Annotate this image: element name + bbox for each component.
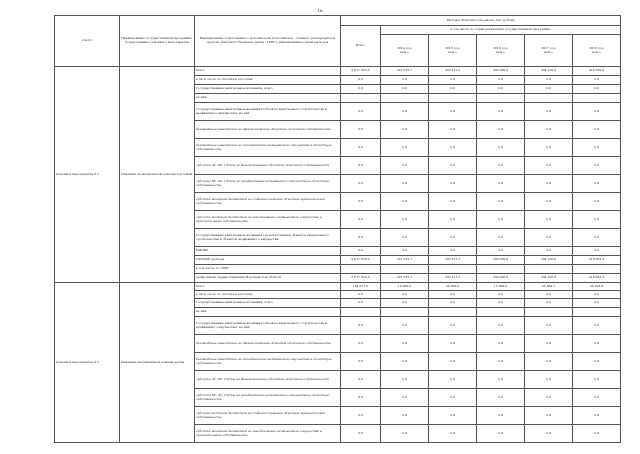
row-label: из них:	[195, 308, 341, 317]
value-cell: 0,0	[429, 291, 477, 299]
row-label: Государственные капитальные вложения, всего	[195, 299, 341, 308]
value-cell: 0,0	[429, 85, 477, 94]
value-cell: 0,0	[573, 229, 621, 247]
value-cell: 0,0	[525, 229, 573, 247]
value-cell: 0,0	[573, 121, 621, 139]
row-label: Государственные капитальные вложения, всего	[195, 85, 341, 94]
value-cell: 0,0	[573, 425, 621, 443]
value-cell: 0,0	[429, 139, 477, 157]
value-cell: 0,0	[381, 121, 429, 139]
status-cell: Основное мероприятие 6.2	[55, 283, 120, 443]
value-cell	[477, 265, 525, 274]
value-cell	[573, 265, 621, 274]
value-cell: 0,0	[341, 229, 381, 247]
value-cell: 0,0	[341, 157, 381, 175]
value-cell: 0,0	[429, 317, 477, 335]
header-responsible: Наименование ответственного исполнителя, исполнителя - главного распорядителя средств областного бюджета (далее - ГРБС), наименование статей расходов	[195, 16, 341, 67]
value-cell: 0,0	[429, 229, 477, 247]
value-cell: 0,0	[573, 193, 621, 211]
value-cell: 0,0	[429, 103, 477, 121]
value-cell	[429, 94, 477, 103]
row-label: бюджетные инвестиции на финансирование объектов областной собственности	[195, 121, 341, 139]
status-cell: Основное мероприятие 6.1	[55, 67, 120, 283]
value-cell: 416 662,9	[573, 67, 621, 76]
value-cell	[341, 308, 381, 317]
row-label: в том числе по статьям расходов:	[195, 76, 341, 85]
value-cell: 0,0	[573, 157, 621, 175]
value-cell: 0,0	[525, 175, 573, 193]
value-cell: 0,0	[573, 76, 621, 85]
value-cell: 0,0	[341, 425, 381, 443]
row-label: Государственные капитальные вложения (объекты капитального строительства и недвижимого имущества), из них:	[195, 103, 341, 121]
row-label: всего	[195, 67, 341, 76]
value-cell: 0,0	[429, 157, 477, 175]
value-cell: 0,0	[525, 299, 573, 308]
value-cell: 330 317,2	[429, 274, 477, 283]
value-cell: 0,0	[381, 371, 429, 389]
row-label: субсидии местным бюджетам на софинансирование объектов муниципальной собственности	[195, 407, 341, 425]
value-cell: 0,0	[573, 85, 621, 94]
value-cell: 0,0	[477, 85, 525, 94]
value-cell: 0,0	[525, 157, 573, 175]
value-cell	[341, 265, 381, 274]
value-cell: 0,0	[341, 85, 381, 94]
value-cell: 0,0	[477, 103, 525, 121]
value-cell: 0,0	[477, 247, 525, 256]
value-cell: 0,0	[525, 353, 573, 371]
value-cell: 0,0	[429, 175, 477, 193]
value-cell: 0,0	[381, 229, 429, 247]
row-label: бюджетные инвестиции на приобретение недвижимого имущества в областную собственность	[195, 353, 341, 371]
value-cell: 0,0	[573, 139, 621, 157]
value-cell: 0,0	[525, 425, 573, 443]
value-cell: 0,0	[477, 157, 525, 175]
value-cell: 0,0	[429, 389, 477, 407]
row-label: бюджетные инвестиции на финансирование объектов областной собственности	[195, 335, 341, 353]
value-cell: 0,0	[477, 175, 525, 193]
value-cell: 0,0	[381, 247, 429, 256]
value-cell: 0,0	[573, 389, 621, 407]
value-cell: 0,0	[573, 335, 621, 353]
value-cell: 0,0	[477, 121, 525, 139]
value-cell	[429, 265, 477, 274]
row-label: субсидии АУ, БУ, ГУПам на финансирование объектов областной собственности	[195, 157, 341, 175]
value-cell: 0,0	[429, 371, 477, 389]
value-cell: 0,0	[429, 425, 477, 443]
value-cell	[477, 308, 525, 317]
value-cell: 0,0	[477, 335, 525, 353]
value-cell	[573, 308, 621, 317]
value-cell	[525, 94, 573, 103]
value-cell: 0,0	[525, 139, 573, 157]
value-cell: 0,0	[341, 353, 381, 371]
value-cell: 0,0	[429, 335, 477, 353]
value-cell: 339 580,9	[477, 256, 525, 265]
value-cell: 0,0	[381, 157, 429, 175]
value-cell: 0,0	[381, 335, 429, 353]
expenses-table	[54, 15, 621, 443]
value-cell: 0,0	[429, 299, 477, 308]
value-cell: 0,0	[525, 335, 573, 353]
value-cell	[525, 308, 573, 317]
value-cell	[381, 308, 429, 317]
value-cell: 339 580,9	[477, 67, 525, 76]
value-cell: 221 075,7	[381, 67, 429, 76]
value-cell: 221 075,7	[381, 274, 429, 283]
value-cell: 0,0	[429, 76, 477, 85]
value-cell: 0,0	[525, 407, 573, 425]
value-cell: 0,0	[341, 193, 381, 211]
value-cell: 0,0	[525, 247, 573, 256]
value-cell	[525, 265, 573, 274]
value-cell: 339 580,9	[477, 274, 525, 283]
value-cell: 0,0	[341, 335, 381, 353]
page-number: 16	[317, 8, 323, 13]
value-cell	[429, 308, 477, 317]
value-cell: 0,0	[381, 211, 429, 229]
value-cell: 416 662,9	[573, 274, 621, 283]
header-by-years: в том числе по годам реализации государственной программы	[381, 26, 621, 35]
value-cell: 0,0	[429, 407, 477, 425]
row-label: субсидии АУ, БУ, ГУПам на финансирование объектов областной собственности	[195, 371, 341, 389]
value-cell: 0,0	[525, 85, 573, 94]
value-cell: 416 662,9	[573, 256, 621, 265]
value-cell: 0,0	[477, 407, 525, 425]
value-cell: 0,0	[525, 317, 573, 335]
value-cell	[477, 94, 525, 103]
value-cell: 0,0	[341, 371, 381, 389]
row-label: субсидии местным бюджетам на приобретение недвижимого имущества в муниципальную собственность	[195, 211, 341, 229]
value-cell: 334 100,8	[525, 67, 573, 76]
value-cell: 0,0	[341, 299, 381, 308]
program-name-cell: Оказание паллиативной помощи детям	[120, 283, 195, 443]
value-cell: 221 075,7	[381, 256, 429, 265]
header-year-2017: 2017 год, всего	[525, 35, 573, 67]
header-expenses: Расходы областного бюджета, тыс. рублей	[341, 16, 621, 26]
value-cell: 0,0	[477, 229, 525, 247]
value-cell: 0,0	[341, 407, 381, 425]
value-cell	[573, 94, 621, 103]
value-cell: 0,0	[477, 291, 525, 299]
value-cell: 154 077,0	[341, 283, 381, 291]
value-cell: 334 100,8	[525, 274, 573, 283]
row-label: ПРОЧИЕ расходы	[195, 256, 341, 265]
value-cell: 24 918,9	[573, 283, 621, 291]
value-cell: 0,0	[477, 76, 525, 85]
value-cell: 0,0	[381, 425, 429, 443]
value-cell: 0,0	[573, 247, 621, 256]
value-cell: 0,0	[381, 299, 429, 308]
value-cell	[381, 94, 429, 103]
value-cell: 5 617 833,3	[341, 256, 381, 265]
value-cell: 0,0	[381, 193, 429, 211]
value-cell: 0,0	[573, 299, 621, 308]
value-cell: 0,0	[341, 175, 381, 193]
value-cell: 330 317,2	[429, 256, 477, 265]
table-row	[55, 283, 621, 291]
value-cell: 0,0	[525, 103, 573, 121]
row-label: Государственные капитальные вложения (за исключением объектов капитального строительства и объектов недвижимого имущества)	[195, 229, 341, 247]
value-cell: 0,0	[429, 211, 477, 229]
value-cell: 0,0	[381, 76, 429, 85]
value-cell: 0,0	[381, 317, 429, 335]
header-program: Наименование государственной программы, подпрограммы, основного мероприятия	[120, 16, 195, 67]
value-cell: 0,0	[381, 103, 429, 121]
value-cell: 0,0	[341, 291, 381, 299]
row-label: из них:	[195, 94, 341, 103]
value-cell: 0,0	[573, 211, 621, 229]
value-cell: 0,0	[525, 121, 573, 139]
row-label: субсидии БУ, АУ, ГУПам на приобретение недвижимого имущества в областную собственность	[195, 389, 341, 407]
value-cell: 334 100,8	[525, 256, 573, 265]
value-cell: 0,0	[477, 211, 525, 229]
value-cell	[341, 94, 381, 103]
row-label: субсидии местным бюджетам на софинансирование объектов муниципальной собственности	[195, 193, 341, 211]
value-cell: 0,0	[381, 139, 429, 157]
value-cell: 0,0	[341, 211, 381, 229]
row-label: субсидии местным бюджетам на приобретение недвижимого имущества в муниципальную собственность	[195, 425, 341, 443]
value-cell: 0,0	[341, 76, 381, 85]
row-label: департамент здравоохранения Воронежской области	[195, 274, 341, 283]
value-cell: 19 000,0	[381, 283, 429, 291]
value-cell: 0,0	[525, 76, 573, 85]
row-label: всего	[195, 283, 341, 291]
value-cell: 0,0	[573, 407, 621, 425]
value-cell: 0,0	[341, 103, 381, 121]
value-cell: 0,0	[573, 103, 621, 121]
value-cell: 0,0	[525, 389, 573, 407]
value-cell: 0,0	[525, 371, 573, 389]
header-year-2016: 2016 год, всего	[477, 35, 525, 67]
value-cell: 0,0	[341, 317, 381, 335]
value-cell: 0,0	[525, 211, 573, 229]
value-cell: 0,0	[525, 193, 573, 211]
row-label: бюджетные инвестиции на приобретение недвижимого имущества в областную собственность	[195, 139, 341, 157]
value-cell: 0,0	[573, 291, 621, 299]
header-year-2014: 2014 год, всего	[381, 35, 429, 67]
value-cell: 5 617 833,3	[341, 67, 381, 76]
value-cell: 0,0	[477, 353, 525, 371]
value-cell: 0,0	[477, 389, 525, 407]
header-status: Статус	[55, 16, 120, 67]
value-cell: 0,0	[573, 371, 621, 389]
value-cell	[381, 265, 429, 274]
row-label: в том числе по статьям расходов:	[195, 291, 341, 299]
row-label: Государственные капитальные вложения (объекты капитального строительства и недвижимого имущества), из них:	[195, 317, 341, 335]
value-cell: 5 617 833,3	[341, 274, 381, 283]
value-cell: 0,0	[341, 139, 381, 157]
table-row	[55, 67, 621, 76]
value-cell: 0,0	[429, 121, 477, 139]
header-year-2015: 2015 год, всего	[429, 35, 477, 67]
program-name-cell: Оказание экономической помощи портовым	[120, 67, 195, 283]
value-cell: 0,0	[341, 389, 381, 407]
value-cell: 0,0	[341, 247, 381, 256]
value-cell: 0,0	[381, 389, 429, 407]
value-cell: 0,0	[381, 175, 429, 193]
header-total: Всего	[341, 26, 381, 67]
row-label: НИОКР	[195, 247, 341, 256]
value-cell: 26 384,7	[525, 283, 573, 291]
value-cell: 0,0	[341, 121, 381, 139]
value-cell: 0,0	[477, 317, 525, 335]
value-cell: 0,0	[429, 193, 477, 211]
value-cell: 0,0	[573, 353, 621, 371]
value-cell: 0,0	[429, 247, 477, 256]
value-cell: 0,0	[573, 317, 621, 335]
value-cell: 0,0	[477, 425, 525, 443]
header-year-2018: 2018 год, всего	[573, 35, 621, 67]
value-cell: 0,0	[477, 299, 525, 308]
value-cell: 0,0	[381, 407, 429, 425]
value-cell: 0,0	[573, 175, 621, 193]
value-cell: 0,0	[477, 193, 525, 211]
value-cell: 0,0	[381, 291, 429, 299]
value-cell: 0,0	[525, 291, 573, 299]
row-label: в том числе по ГРБС:	[195, 265, 341, 274]
value-cell: 15 300,0	[477, 283, 525, 291]
value-cell: 0,0	[477, 139, 525, 157]
value-cell: 0,0	[381, 353, 429, 371]
value-cell: 0,0	[477, 371, 525, 389]
value-cell: 0,0	[429, 353, 477, 371]
row-label: субсидии БУ, АУ, ГУПам на приобретение недвижимого имущества в областную собственность	[195, 175, 341, 193]
value-cell: 24 520,0	[429, 283, 477, 291]
value-cell: 330 317,2	[429, 67, 477, 76]
value-cell: 0,0	[381, 85, 429, 94]
